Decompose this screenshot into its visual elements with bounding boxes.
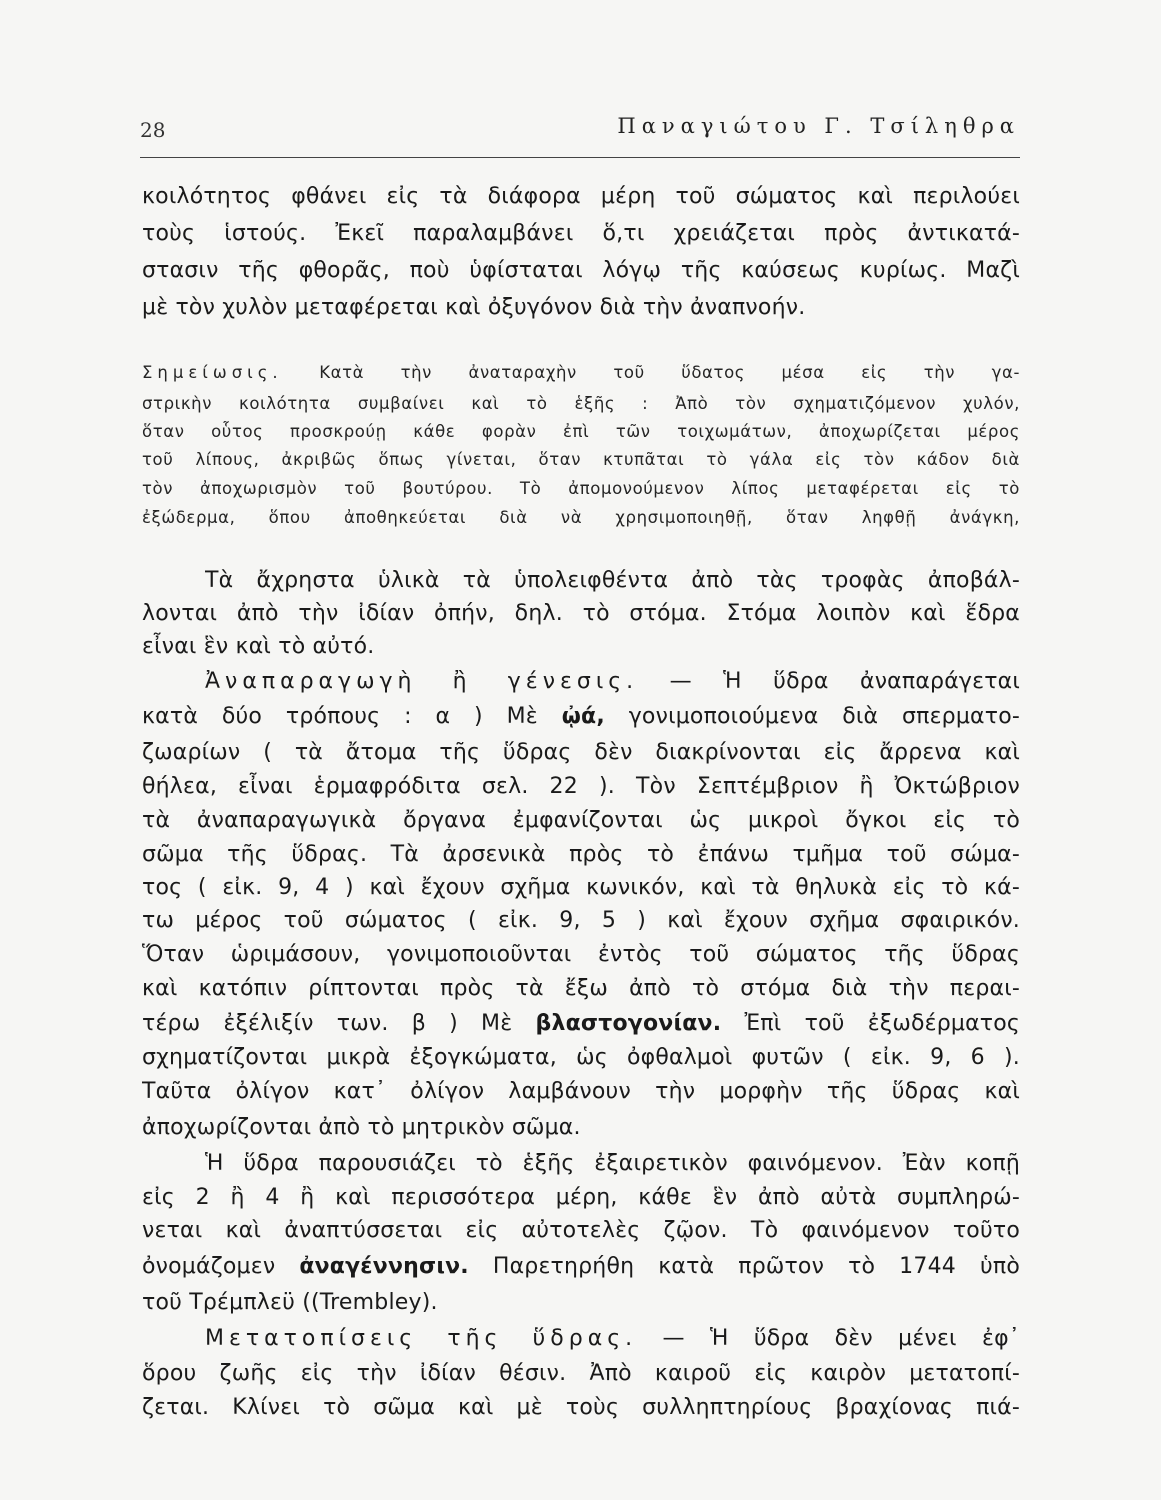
page-header [140,114,1020,158]
text-line: κατὰ δύο τρόπους : α ) Μὲ ᾠά, γονιμοποιούμενα διὰ σπερματο- [142,704,1020,729]
text-line: κοιλότητος φθάνει εἰς τὰ διάφορα μέρη τοῦ σώματος καὶ περιλούει [142,184,1020,209]
note-line: τοῦ λίπους, ἀκριβῶς ὅπως γίνεται, ὅταν κτυπᾶται τὸ γάλα εἰς τὸν κάδον διὰ [142,450,1020,469]
text-line: σχηματίζονται μικρὰ ἐξογκώματα, ὡς ὀφθαλμοὶ φυτῶν ( εἰκ. 9, 6 ). [142,1045,1020,1070]
regeneration-term: ἀναγέννησιν. [299,1254,469,1279]
note-line: ἐξώδερμα, ὅπου ἀποθηκεύεται διὰ νὰ χρησιμοποιηθῇ, ὅταν ληφθῇ ἀνάγκη, [142,508,1020,527]
text-line: τὰ ἀναπαραγωγικὰ ὄργανα ἐμφανίζονται ὡς μικροὶ ὄγκοι εἰς τὸ [142,808,1020,833]
note-line: στρικὴν κοιλότητα συμβαίνει καὶ τὸ ἑξῆς : Ἀπὸ τὸν σχηματιζόμενον χυλόν, [142,394,1020,413]
text-line: μὲ τὸν χυλὸν μεταφέρεται καὶ ὀξυγόνον διὰ τὴν ἀναπνοήν. [142,295,806,320]
text-line: Ἡ ὕδρα παρουσιάζει τὸ ἑξῆς ἐξαιρετικὸν φαινόμενον. Ἐὰν κοπῇ [205,1151,1020,1176]
text-line: τος ( εἰκ. 9, 4 ) καὶ ἔχουν σχῆμα κωνικόν, καὶ τὰ θηλυκὰ εἰς τὸ κά- [142,875,1020,900]
page-number: 28 [140,118,166,142]
running-head: Παναγιώτου Γ. Τσίληθρα [617,114,1020,138]
text-line: Ὅταν ὡριμάσουν, γονιμοποιοῦνται ἐντὸς τοῦ σώματος τῆς ὕδρας [142,942,1020,967]
header-rule [140,157,1020,158]
section-heading-line: Μετατοπίσεις τῆς ὕδρας. — Ἡ ὕδρα δὲν μένει ἐφ᾿ [205,1326,1020,1351]
section-heading-line: Ἀναπαραγωγὴ ἢ γένεσις. — Ἡ ὕδρα ἀναπαράγεται [205,669,1020,694]
text-line: τοῦ Τρέμπλεϋ ((Trembley). [142,1290,438,1315]
reproduction-heading: Ἀναπαραγωγὴ ἢ γένεσις. [205,669,639,694]
text-line: ὅρου ζωῆς εἰς τὴν ἰδίαν θέσιν. Ἀπὸ καιροῦ εἰς καιρὸν μετατοπί- [142,1361,1020,1386]
text-line: ἀποχωρίζονται ἀπὸ τὸ μητρικὸν σῶμα. [142,1115,581,1140]
text-line: ζωαρίων ( τὰ ἄτομα τῆς ὕδρας δὲν διακρίνονται εἰς ἄρρενα καὶ [142,740,1020,765]
text-line: Τὰ ἄχρηστα ὑλικὰ τὰ ὑπολειφθέντα ἀπὸ τὰς τροφὰς ἀποβάλ- [205,568,1020,593]
text-line: εἶναι ἓν καὶ τὸ αὐτό. [142,634,375,659]
text-line: τω μέρος τοῦ σώματος ( εἰκ. 9, 5 ) καὶ ἔχουν σχῆμα σφαιρικόν. [142,908,1020,933]
text-line: θήλεα, εἶναι ἑρμαφρόδιτα σελ. 22 ). Τὸν Σεπτέμβριον ἢ Ὀκτώβριον [142,774,1020,799]
note-line: τὸν ἀποχωρισμὸν τοῦ βουτύρου. Τὸ ἀπομονούμενον λίπος μεταφέρεται εἰς τὸ [142,479,1020,498]
text-line: λονται ἀπὸ τὴν ἰδίαν ὀπήν, δηλ. τὸ στόμα. Στόμα λοιπὸν καὶ ἕδρα [142,601,1020,626]
text-line: ὀνομάζομεν ἀναγέννησιν. Παρετηρήθη κατὰ πρῶτον τὸ 1744 ὑπὸ [142,1254,1020,1279]
eggs-term: ᾠά, [561,704,605,729]
text-line: σῶμα τῆς ὕδρας. Τὰ ἀρσενικὰ πρὸς τὸ ἐπάνω τμῆμα τοῦ σώμα- [142,842,1020,867]
text-line: καὶ κατόπιν ρίπτονται πρὸς τὰ ἔξω ἀπὸ τὸ στόμα διὰ τὴν περαι- [142,976,1020,1001]
text-line: τοὺς ἱστούς. Ἐκεῖ παραλαμβάνει ὅ,τι χρειάζεται πρὸς ἀντικατά- [142,221,1020,246]
text-line: Ταῦτα ὀλίγον κατ᾿ ὀλίγον λαμβάνουν τὴν μορφὴν τῆς ὕδρας καὶ [142,1079,1020,1104]
text-line: εἰς 2 ἢ 4 ἢ καὶ περισσότερα μέρη, κάθε ἓν ἀπὸ αὐτὰ συμπληρώ- [142,1185,1020,1210]
budding-term: βλαστογονίαν. [535,1011,722,1036]
note-line: Σημείωσις. Κατὰ τὴν ἀναταραχὴν τοῦ ὕδατος μέσα εἰς τὴν γα- [142,363,1020,382]
text-line: στασιν τῆς φθορᾶς, ποὺ ὑφίσταται λόγῳ τῆς καύσεως κυρίως. Μαζὶ [142,258,1020,283]
text-line: τέρω ἐξέλιξίν των. β ) Μὲ βλαστογονίαν. Ἐπὶ τοῦ ἐξωδέρματος [142,1011,1020,1036]
note-line: ὅταν οὗτος προσκρούῃ κάθε φορὰν ἐπὶ τῶν τοιχωμάτων, ἀποχωρίζεται μέρος [142,422,1020,441]
note-label: Σημείωσις. [142,363,283,382]
movements-heading: Μετατοπίσεις τῆς ὕδρας. [205,1326,638,1351]
text-line: ζεται. Κλίνει τὸ σῶμα καὶ μὲ τοὺς συλληπτηρίους βραχίονας πιά- [142,1395,1020,1420]
text-line: νεται καὶ ἀναπτύσσεται εἰς αὐτοτελὲς ζῷον. Τὸ φαινόμενον τοῦτο [142,1218,1020,1243]
